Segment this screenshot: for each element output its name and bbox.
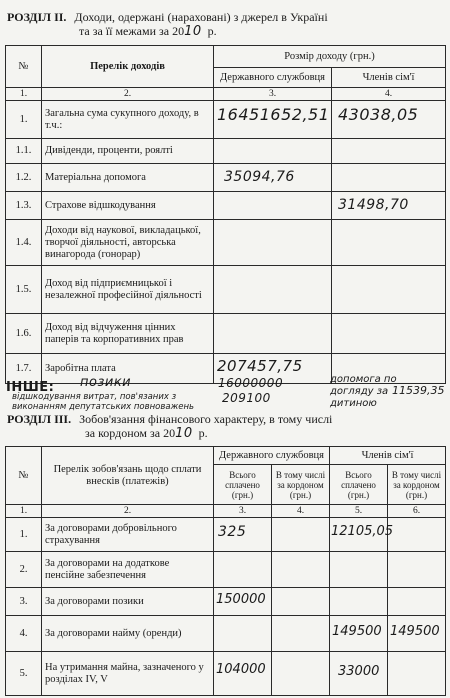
row-name: Заробітна плата: [42, 354, 214, 384]
official-total: 325: [214, 518, 272, 552]
section2-title-line2: та за її межами за 20: [79, 24, 185, 38]
col-family-header: Членів сім'ї: [332, 68, 446, 88]
family-total: 149500: [330, 616, 388, 652]
col-total-header: Всього сплачено (грн.): [330, 465, 388, 505]
table-row: [6, 220, 446, 266]
row-number: 3.: [6, 588, 42, 616]
handwritten-family-note-1: допомога по: [330, 374, 397, 385]
family-total: 33000: [330, 652, 388, 696]
table-row: [6, 266, 446, 314]
official-amount: [214, 220, 332, 266]
col-list-header: Перелік зобов'язань щодо сплати внесків (платежів): [42, 447, 214, 505]
official-abroad: [272, 616, 330, 652]
row-number: 1.5.: [6, 266, 42, 314]
table-row: [6, 588, 446, 616]
row-name: Матеріальна допомога: [42, 164, 214, 192]
col-number: 3.: [214, 88, 332, 101]
col-abroad-header: В тому числі за кордоном (грн.): [388, 465, 446, 505]
handwritten-family-sum: 11539,35: [392, 384, 445, 397]
row-name: Загальна сума сукупного доходу, в т.ч.:: [42, 101, 214, 139]
row-number: 2.: [6, 552, 42, 588]
section2-title: [7, 10, 328, 39]
family-total: [330, 588, 388, 616]
row-name: Доход від відчуження цінних паперів та корпоративних прав: [42, 314, 214, 354]
row-name: Доходи від наукової, викладацької, творчої діяльності, авторська винагорода (гонорар): [42, 220, 214, 266]
table-row: [6, 616, 446, 652]
official-abroad: [272, 552, 330, 588]
official-total: [214, 616, 272, 652]
row-name: На утримання майна, зазначеного у розділах IV, V: [42, 652, 214, 696]
table-row: [6, 139, 446, 164]
row-number: 1.2.: [6, 164, 42, 192]
section3-title-line2: за кордоном за 20: [85, 426, 176, 440]
family-amount: [332, 266, 446, 314]
row-name: Доход від підприємницької і незалежної професійної діяльності: [42, 266, 214, 314]
section2-label: РОЗДІЛ ІІ.: [7, 10, 67, 24]
family-amount: 43038,05: [332, 101, 446, 139]
section3-title: [7, 412, 332, 441]
obligations-table: [5, 446, 446, 696]
row-name: Дивіденди, проценти, роялті: [42, 139, 214, 164]
section2-title-suffix: р.: [207, 24, 217, 38]
col-family-header: Членів сім'ї: [330, 447, 446, 465]
handwritten-loans-sum: 16000000: [218, 376, 284, 390]
col-list-header: Перелік доходів: [42, 46, 214, 88]
row-number: 1.7.: [6, 354, 42, 384]
family-abroad: 149500: [388, 616, 446, 652]
family-amount: [332, 314, 446, 354]
section3-title-line1: Зобов'язання фінансового характеру, в тому числі: [79, 412, 333, 426]
official-total: 150000: [214, 588, 272, 616]
table-row: [6, 101, 446, 139]
col-size-header: Розмір доходу (грн.): [214, 46, 446, 68]
official-amount: 35094,76: [214, 164, 332, 192]
col-number: 2.: [42, 88, 214, 101]
row-number: 5.: [6, 652, 42, 696]
col-number: 4.: [332, 88, 446, 101]
row-name: За договорами на додаткове пенсійне забезпечення: [42, 552, 214, 588]
row-name: За договорами позики: [42, 588, 214, 616]
official-total: 104000: [214, 652, 272, 696]
section2-title-line1: Доходи, одержані (нараховані) з джерел в Україні: [74, 10, 328, 24]
section3-year-handwritten: 10: [175, 426, 193, 441]
family-abroad: [388, 552, 446, 588]
family-abroad: [388, 652, 446, 696]
handwritten-family-note-3: дитиною: [330, 398, 377, 409]
col-number: 1.: [6, 88, 42, 101]
row-number: 1.: [6, 101, 42, 139]
col-number: 1.: [6, 505, 42, 518]
table-row: [6, 192, 446, 220]
family-amount: 31498,70: [332, 192, 446, 220]
handwritten-other-label: ІНШЕ:: [6, 380, 55, 395]
col-number: 3.: [214, 505, 272, 518]
row-name: За договорами найму (оренди): [42, 616, 214, 652]
official-abroad: [272, 588, 330, 616]
col-number: 4.: [272, 505, 330, 518]
handwritten-reimbursement-note: відшкодування витрат, пов'язаних з виконанням депутатських повноважень: [12, 392, 195, 412]
family-amount: [332, 164, 446, 192]
handwritten-loans: позики: [80, 375, 132, 390]
official-amount: [214, 266, 332, 314]
official-amount: [214, 139, 332, 164]
row-number: 1.3.: [6, 192, 42, 220]
row-number: 1.4.: [6, 220, 42, 266]
family-total: [330, 552, 388, 588]
table-row: [6, 552, 446, 588]
table-row: [6, 518, 446, 552]
row-number: 1.6.: [6, 314, 42, 354]
official-abroad: [272, 652, 330, 696]
official-amount: [214, 192, 332, 220]
official-amount: 16451652,51: [214, 101, 332, 139]
col-number: 6.: [388, 505, 446, 518]
table-row: [6, 652, 446, 696]
row-name: За договорами добровільного страхування: [42, 518, 214, 552]
table-row: [6, 314, 446, 354]
col-number: 5.: [330, 505, 388, 518]
col-official-header: Державного службовця: [214, 447, 330, 465]
col-abroad-header: В тому числі за кордоном (грн.): [272, 465, 330, 505]
handwritten-reimbursement-sum: 209100: [222, 391, 271, 405]
col-number: 2.: [42, 505, 214, 518]
family-amount: [332, 139, 446, 164]
col-num-header: №: [6, 447, 42, 505]
official-amount: [214, 314, 332, 354]
official-abroad: [272, 518, 330, 552]
family-abroad: [388, 588, 446, 616]
section3-label: РОЗДІЛ ІІІ.: [7, 412, 72, 426]
handwritten-family-note-2: догляду за: [330, 386, 389, 397]
row-name: Страхове відшкодування: [42, 192, 214, 220]
row-number: 1.: [6, 518, 42, 552]
row-number: 1.1.: [6, 139, 42, 164]
col-num-header: №: [6, 46, 42, 88]
section3-title-suffix: р.: [198, 426, 208, 440]
official-total: [214, 552, 272, 588]
official-amount: 207457,75: [214, 354, 332, 384]
family-total: 12105,05: [330, 518, 388, 552]
col-total-header: Всього сплачено (грн.): [214, 465, 272, 505]
col-official-header: Державного службовця: [214, 68, 332, 88]
row-number: 4.: [6, 616, 42, 652]
family-amount: [332, 220, 446, 266]
family-abroad: [388, 518, 446, 552]
table-row: [6, 164, 446, 192]
income-table: [5, 45, 446, 384]
section2-year-handwritten: 10: [184, 24, 202, 39]
